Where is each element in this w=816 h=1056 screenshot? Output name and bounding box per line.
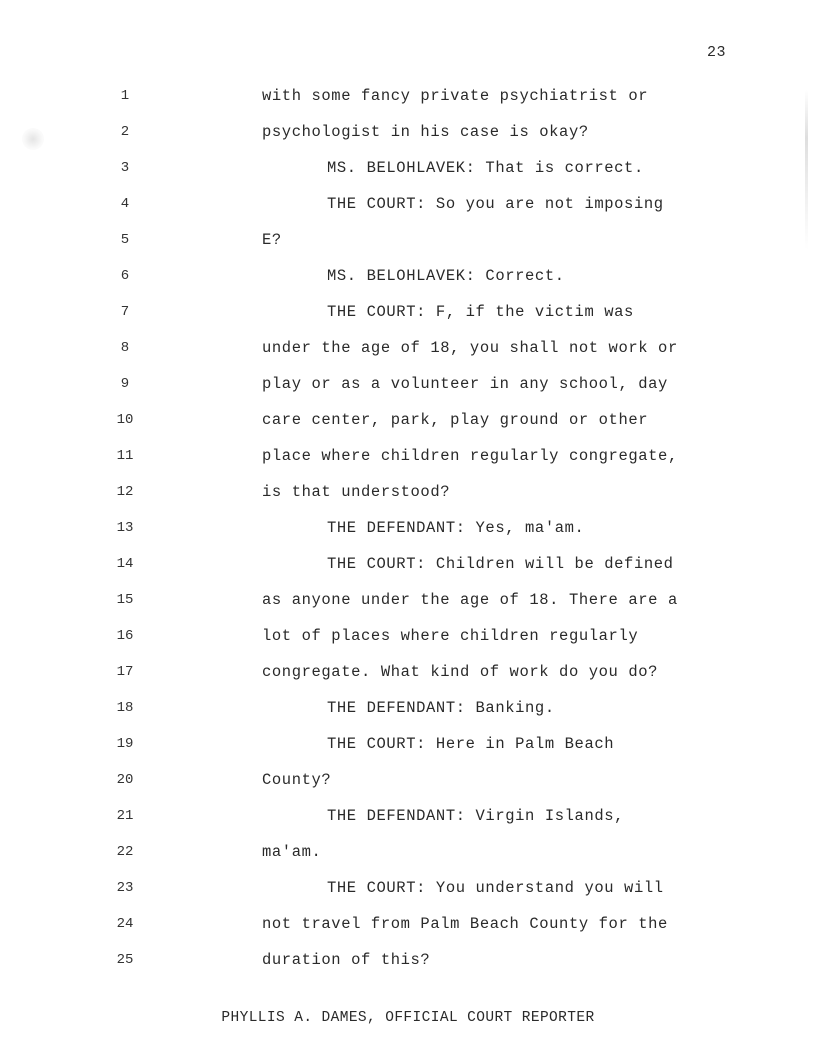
line-text: THE COURT: So you are not imposing	[327, 195, 664, 213]
line-number: 19	[116, 736, 134, 752]
transcript-line	[0, 798, 816, 834]
line-text: THE COURT: F, if the victim was	[327, 303, 634, 321]
line-number: 24	[116, 916, 134, 932]
transcript-line	[0, 726, 816, 762]
transcript-line	[0, 402, 816, 438]
transcript-line	[0, 294, 816, 330]
line-number: 8	[120, 340, 130, 356]
line-text: congregate. What kind of work do you do?	[262, 663, 659, 681]
line-text: THE DEFENDANT: Yes, ma'am.	[327, 519, 585, 537]
line-number: 1	[120, 88, 130, 104]
transcript-line	[0, 150, 816, 186]
line-text: under the age of 18, you shall not work or	[262, 339, 678, 357]
transcript-line	[0, 870, 816, 906]
line-text: as anyone under the age of 18. There are a	[262, 591, 678, 609]
line-text: THE COURT: Children will be defined	[327, 555, 674, 573]
line-text: duration of this?	[262, 951, 431, 969]
line-text: THE DEFENDANT: Banking.	[327, 699, 555, 717]
transcript-line	[0, 366, 816, 402]
line-number: 25	[116, 952, 134, 968]
line-number: 12	[116, 484, 134, 500]
line-number: 6	[120, 268, 130, 284]
line-text: THE DEFENDANT: Virgin Islands,	[327, 807, 625, 825]
transcript-line	[0, 834, 816, 870]
line-number: 14	[116, 556, 134, 572]
transcript-line	[0, 474, 816, 510]
line-text: with some fancy private psychiatrist or	[262, 87, 649, 105]
transcript-line	[0, 114, 816, 150]
line-text: MS. BELOHLAVEK: That is correct.	[327, 159, 644, 177]
line-number: 21	[116, 808, 134, 824]
transcript-line	[0, 222, 816, 258]
line-text: County?	[262, 771, 332, 789]
line-number: 9	[120, 376, 130, 392]
line-number: 4	[120, 196, 130, 212]
transcript-line	[0, 258, 816, 294]
line-text: place where children regularly congregate,	[262, 447, 678, 465]
transcript-body	[0, 78, 816, 978]
line-number: 2	[120, 124, 130, 140]
line-text: is that understood?	[262, 483, 451, 501]
transcript-line	[0, 510, 816, 546]
line-text: THE COURT: Here in Palm Beach	[327, 735, 615, 753]
line-text: E?	[262, 231, 282, 249]
transcript-line	[0, 690, 816, 726]
line-number: 13	[116, 520, 134, 536]
transcript-line	[0, 186, 816, 222]
transcript-line	[0, 618, 816, 654]
line-number: 10	[116, 412, 134, 428]
transcript-line	[0, 654, 816, 690]
transcript-line	[0, 546, 816, 582]
line-number: 15	[116, 592, 134, 608]
transcript-line	[0, 906, 816, 942]
line-text: ma'am.	[262, 843, 322, 861]
line-text: care center, park, play ground or other	[262, 411, 649, 429]
line-number: 17	[116, 664, 134, 680]
line-text: MS. BELOHLAVEK: Correct.	[327, 267, 565, 285]
transcript-line	[0, 330, 816, 366]
line-text: psychologist in his case is okay?	[262, 123, 589, 141]
line-number: 20	[116, 772, 134, 788]
transcript-line	[0, 78, 816, 114]
line-text: lot of places where children regularly	[262, 627, 639, 645]
line-number: 7	[120, 304, 130, 320]
line-number: 11	[116, 448, 134, 464]
court-reporter-footer: PHYLLIS A. DAMES, OFFICIAL COURT REPORTER	[221, 1010, 595, 1026]
line-number: 3	[120, 160, 130, 176]
line-number: 22	[116, 844, 134, 860]
transcript-line	[0, 582, 816, 618]
line-number: 16	[116, 628, 134, 644]
page-number: 23	[706, 44, 726, 61]
line-text: play or as a volunteer in any school, day	[262, 375, 668, 393]
line-text: not travel from Palm Beach County for the	[262, 915, 668, 933]
transcript-line	[0, 438, 816, 474]
line-number: 5	[120, 232, 130, 248]
line-number: 23	[116, 880, 134, 896]
transcript-line	[0, 942, 816, 978]
transcript-line	[0, 762, 816, 798]
line-number: 18	[116, 700, 134, 716]
line-text: THE COURT: You understand you will	[327, 879, 664, 897]
